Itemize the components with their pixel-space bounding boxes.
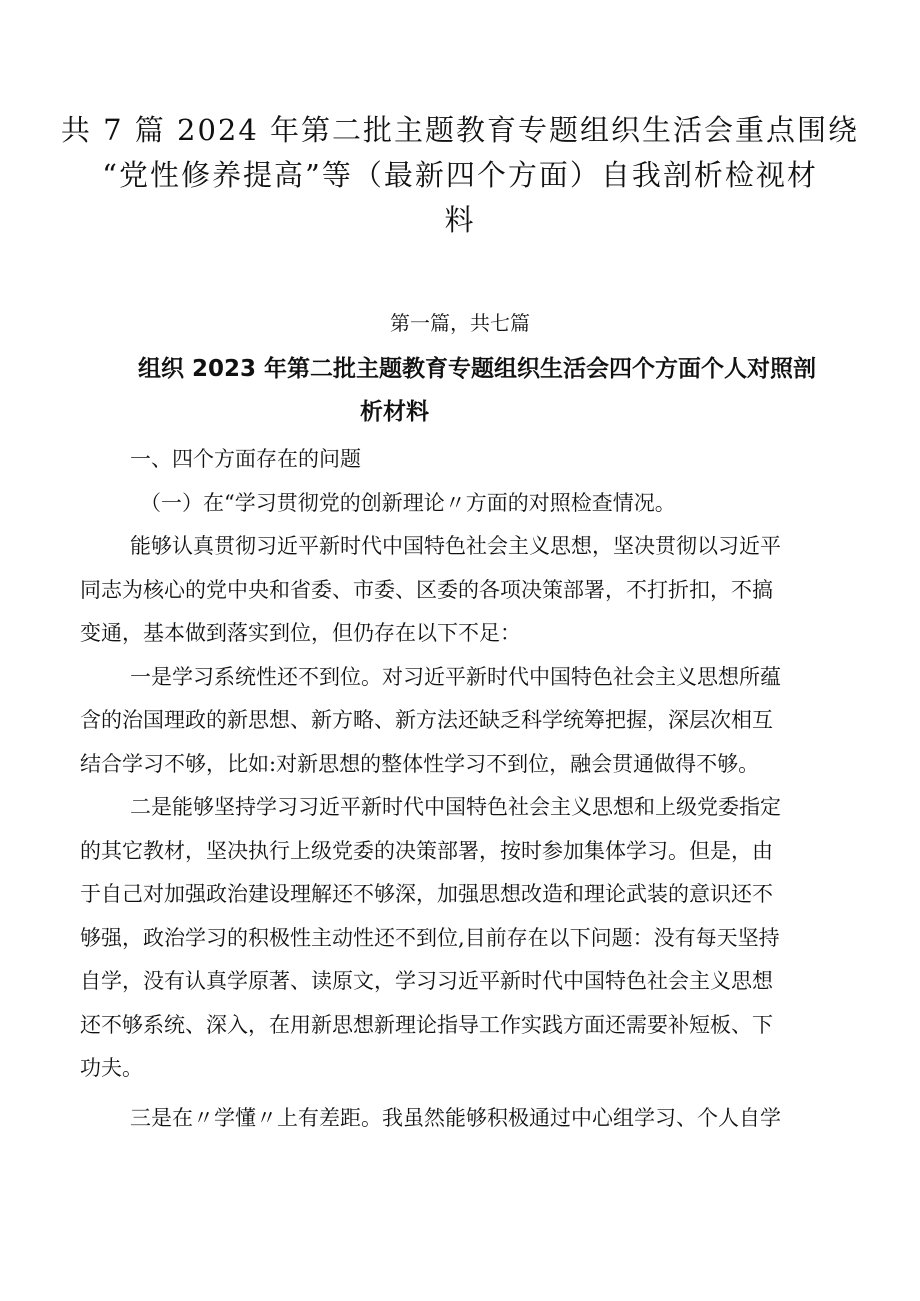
document-body bbox=[80, 438, 852, 1140]
paragraph-3 bbox=[80, 786, 852, 1091]
paragraph-2-line-2: 含的治国理政的新思想、新方略、新方法还缺乏科学统筹把握，深层次相互 bbox=[80, 708, 773, 732]
paragraph-2 bbox=[80, 656, 852, 787]
document-title-line-1: 组织 2023 年第二批主题教育专题组织生活会四个方面个人对照剖 bbox=[138, 356, 817, 382]
part-subtitle: 第一篇，共七篇 bbox=[390, 311, 530, 335]
main-title-line-2: “党性修养提高”等（最新四个方面）自我剖析检视材 bbox=[102, 158, 818, 192]
paragraph-4-line-1: 三是在〃学懂〃上有差距。我虽然能够积极通过中心组学习、个人自学 bbox=[130, 1105, 781, 1130]
main-title bbox=[60, 108, 860, 243]
paragraph-3-line-1: 二是能够坚持学习习近平新时代中国特色社会主义思想和上级党委指定 bbox=[130, 795, 781, 819]
subsection-heading: （一）在“学习贯彻党的创新理论〃方面的对照检查情况。 bbox=[140, 490, 676, 515]
document-title bbox=[138, 348, 858, 434]
section-heading: 一、四个方面存在的问题 bbox=[130, 447, 361, 471]
main-title-line-3: 料 bbox=[444, 203, 476, 237]
paragraph-4 bbox=[80, 1097, 852, 1141]
paragraph-3-line-3: 于自己对加强政治建设理解还不够深，加强思想改造和理论武装的意识还不 bbox=[80, 882, 773, 906]
paragraph-1 bbox=[80, 525, 852, 656]
main-title-line-1: 共 7 篇 2024 年第二批主题教育专题组织生活会重点围绕 bbox=[60, 113, 860, 147]
paragraph-3-line-4: 够强，政治学习的积极性主动性还不到位,目前存在以下问题：没有每天坚持 bbox=[80, 925, 780, 950]
paragraph-3-line-7: 功夫。 bbox=[80, 1056, 143, 1080]
paragraph-3-line-5: 自学，没有认真学原著、读原文，学习习近平新时代中国特色社会主义思想 bbox=[80, 969, 773, 993]
paragraph-1-line-2: 同志为核心的党中央和省委、市委、区委的各项决策部署，不打折扣，不搞 bbox=[80, 577, 773, 602]
paragraph-2-line-1: 一是学习系统性还不到位。对习近平新时代中国特色社会主义思想所蕴 bbox=[130, 664, 781, 689]
paragraph-2-line-3: 结合学习不够，比如:对新思想的整体性学习不到位，融会贯通做得不够。 bbox=[80, 751, 760, 776]
paragraph-3-line-6: 还不够系统、深入，在用新思想新理论指导工作实践方面还需要补短板、下 bbox=[80, 1012, 773, 1037]
paragraph-3-line-2: 的其它教材，坚决执行上级党委的决策部署，按时参加集体学习。但是，由 bbox=[80, 838, 773, 863]
paragraph-1-line-3: 变通，基本做到落实到位，但仍存在以下不足： bbox=[80, 621, 521, 645]
paragraph-1-line-1: 能够认真贯彻习近平新时代中国特色社会主义思想，坚决贯彻以习近平 bbox=[130, 534, 781, 558]
document-title-line-2: 析材料 bbox=[360, 399, 429, 425]
